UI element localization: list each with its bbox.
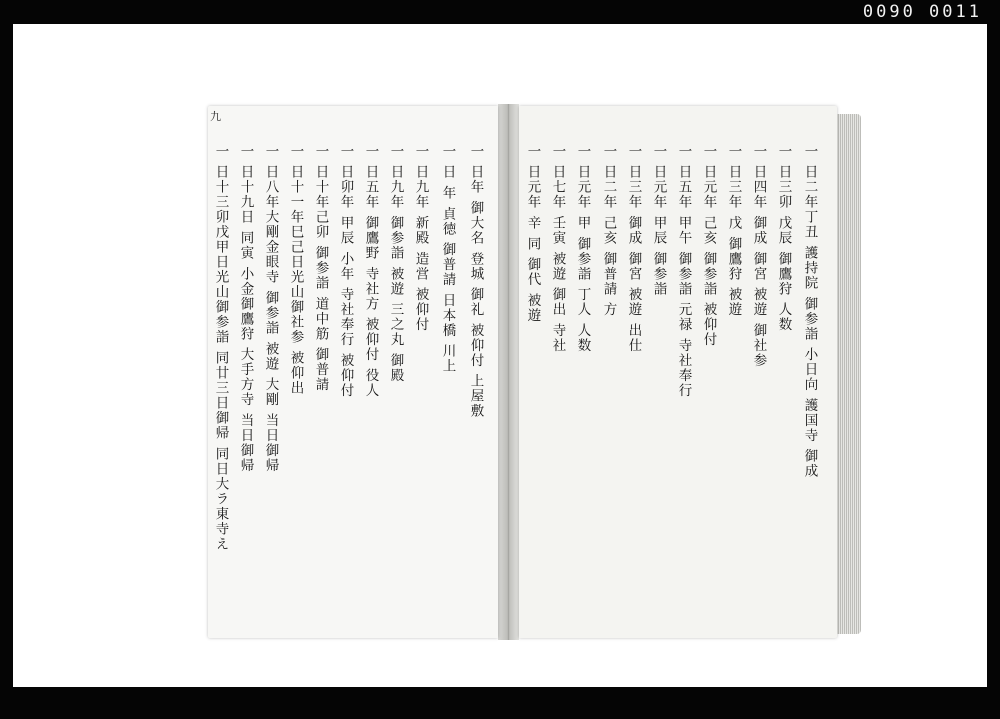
left-line: 一 日十九日 同寅 小金御鷹狩 大手方寺 当日御帰	[237, 144, 254, 473]
left-line: 一 日十一年巳己日光山御社参 被仰出	[287, 144, 304, 396]
right-page	[519, 106, 837, 638]
right-line: 一 日五年 甲午 御参詣 元禄 寺社奉行	[675, 144, 692, 398]
left-line: 一 日十三卯戊甲日光山御参詣 同廿三日御帰 同日大ラ東寺え	[212, 144, 229, 552]
left-line: 一 日十年己卯 御参詣 道中筋 御普請	[312, 144, 329, 393]
left-line: 一 日九年 御参詣 被遊 三之丸 御殿	[387, 144, 404, 383]
left-page	[208, 106, 498, 638]
page-edges	[837, 114, 861, 634]
left-line: 一 日年 御大名 登城 御礼 被仰付 上屋敷	[467, 144, 484, 419]
left-line: 一 日九年 新殿 造営 被仰付	[412, 144, 429, 333]
left-line: 一 日卯年 甲辰 小年 寺社奉行 被仰付	[337, 144, 354, 398]
book-gutter	[498, 104, 519, 640]
right-line: 一 日元年 己亥 御参詣 被仰付	[700, 144, 717, 348]
right-line: 一 日三年 戊 御鷹狩 被遊	[725, 144, 742, 318]
frame-counter: 0090 0011	[862, 2, 982, 22]
left-line: 一 日八年大剛金眼寺 御参詣 被遊 大剛 当日御帰	[262, 144, 279, 473]
left-line: 一 日五年 御鷹野 寺社方 被仰付 役人	[362, 144, 379, 398]
right-line: 一 日元年 甲 御参詣 丁人 人数	[574, 144, 591, 353]
right-line: 一 日元年 甲辰 御参詣	[650, 144, 667, 297]
right-line: 一 日四年 御成 御宮 被遊 御社参	[750, 144, 767, 368]
mount-board	[13, 24, 987, 687]
right-line: 一 日二年丁丑 護持院 御参詣 小日向 護国寺 御成	[801, 144, 818, 479]
right-line: 一 日三卯 戊辰 御鷹狩 人数	[775, 144, 792, 333]
right-line: 一 日二年 己亥 御普請 方	[600, 144, 617, 318]
right-line: 一 日七年 壬寅 被遊 御出 寺社	[549, 144, 566, 353]
page-number: 九	[210, 110, 221, 123]
open-book	[183, 84, 873, 644]
right-line: 一 日元年 辛 同 御代 被遊	[524, 144, 541, 323]
left-line: 一 日 年 貞徳 御普請 日本橋 川上	[439, 144, 456, 374]
right-line: 一 日三年 御成 御宮 被遊 出仕	[625, 144, 642, 353]
